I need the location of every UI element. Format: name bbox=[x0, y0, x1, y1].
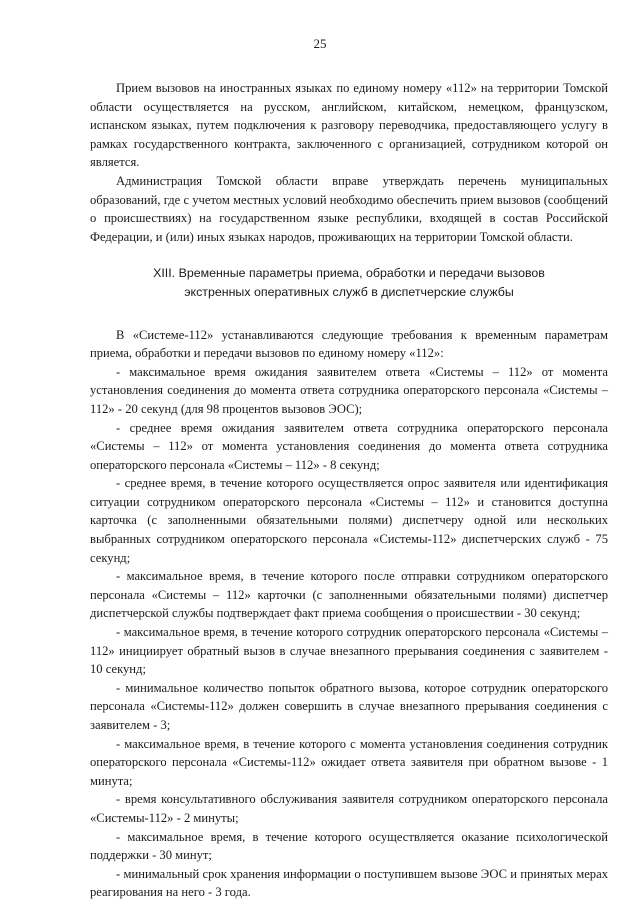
section-heading bbox=[90, 264, 608, 301]
list-item: - среднее время ожидания заявителем ответа сотрудника операторского персонала «Системы – 112» от момента установления соединения до момента ответа сотрудника операторского персонала «Системы – 112» - 8 секунд; bbox=[90, 420, 608, 472]
paragraph-foreign-languages: Прием вызовов на иностранных языках по единому номеру «112» на территории Томской области осуществляется на русском, английском, китайском, немецком, французском, испанском языках, путем подключения к разговору переводчика, предоставляющего услугу в рамках государственного контракта, заключенного с организацией, сотрудником которой он является. bbox=[90, 81, 608, 170]
section-heading-line-2: экстренных оперативных служб в диспетчерские службы bbox=[184, 284, 514, 299]
document-body bbox=[90, 79, 608, 902]
list-item: - максимальное время, в течение которого сотрудник операторского персонала «Системы – 112» инициирует обратный вызов в случае внезапного прерывания соединения с заявителем - 10 секунд; bbox=[90, 625, 608, 677]
list-item: - минимальный срок хранения информации о поступившем вызове ЭОС и принятых мерах реагирования на него - 3 года. bbox=[90, 866, 608, 900]
list-item: - минимальное количество попыток обратного вызова, которое сотрудник операторского персонала «Системы-112» должен совершить в случае внезапного прерывания соединения с заявителем - 3; bbox=[90, 680, 608, 732]
section-heading-line-1: XIII. Временные параметры приема, обработки и передачи вызовов bbox=[153, 266, 545, 281]
list-item: - максимальное время ожидания заявителем ответа «Системы – 112» от момента установления соединения до момента ответа сотрудника операторского персонала «Системы – 112» - 20 секунд (для 98 процентов вызовов ЭОС); bbox=[90, 364, 608, 416]
section-lead-paragraph: В «Системе-112» устанавливаются следующие требования к временным параметрам приема, обработки и передачи вызовов по единому номеру «112»: bbox=[90, 327, 608, 361]
list-item: - время консультативного обслуживания заявителя сотрудником операторского персонала «Системы-112» - 2 минуты; bbox=[90, 792, 608, 825]
list-item: - максимальное время, в течение которого осуществляется оказание психологической поддержки - 30 минут; bbox=[90, 829, 608, 863]
paragraph-municipal-list: Администрация Томской области вправе утверждать перечень муниципальных образований, где с учетом местных условий необходимо обеспечить прием вызовов (сообщений о происшествиях) на государственном языке республики, входящей в состав Российской Федерации, и (или) иных языках народов, проживающих на территории Томской области. bbox=[90, 173, 608, 244]
page-number: 25 bbox=[313, 36, 327, 51]
list-item: - среднее время, в течение которого осуществляется опрос заявителя или идентификация ситуации сотрудником операторского персонала «Системы – 112» и становится доступна карточка (с заполненными обязательными полями) диспетчеру одной или нескольких выбранных сотрудником операторского персонала «Системы-112» диспетчерских служб - 75 секунд; bbox=[90, 476, 608, 565]
list-item: - максимальное время, в течение которого с момента установления соединения сотрудник операторского персонала «Системы-112» ожидает ответа заявителя при обратном вызове - 1 минута; bbox=[90, 736, 608, 788]
list-item: - максимальное время, в течение которого после отправки сотрудником операторского персонала «Системы – 112» карточки (с заполненными обязательными полями) диспетчер диспетчерской службы подтверждает факт приема сообщения о происшествии - 30 секунд; bbox=[90, 569, 608, 621]
